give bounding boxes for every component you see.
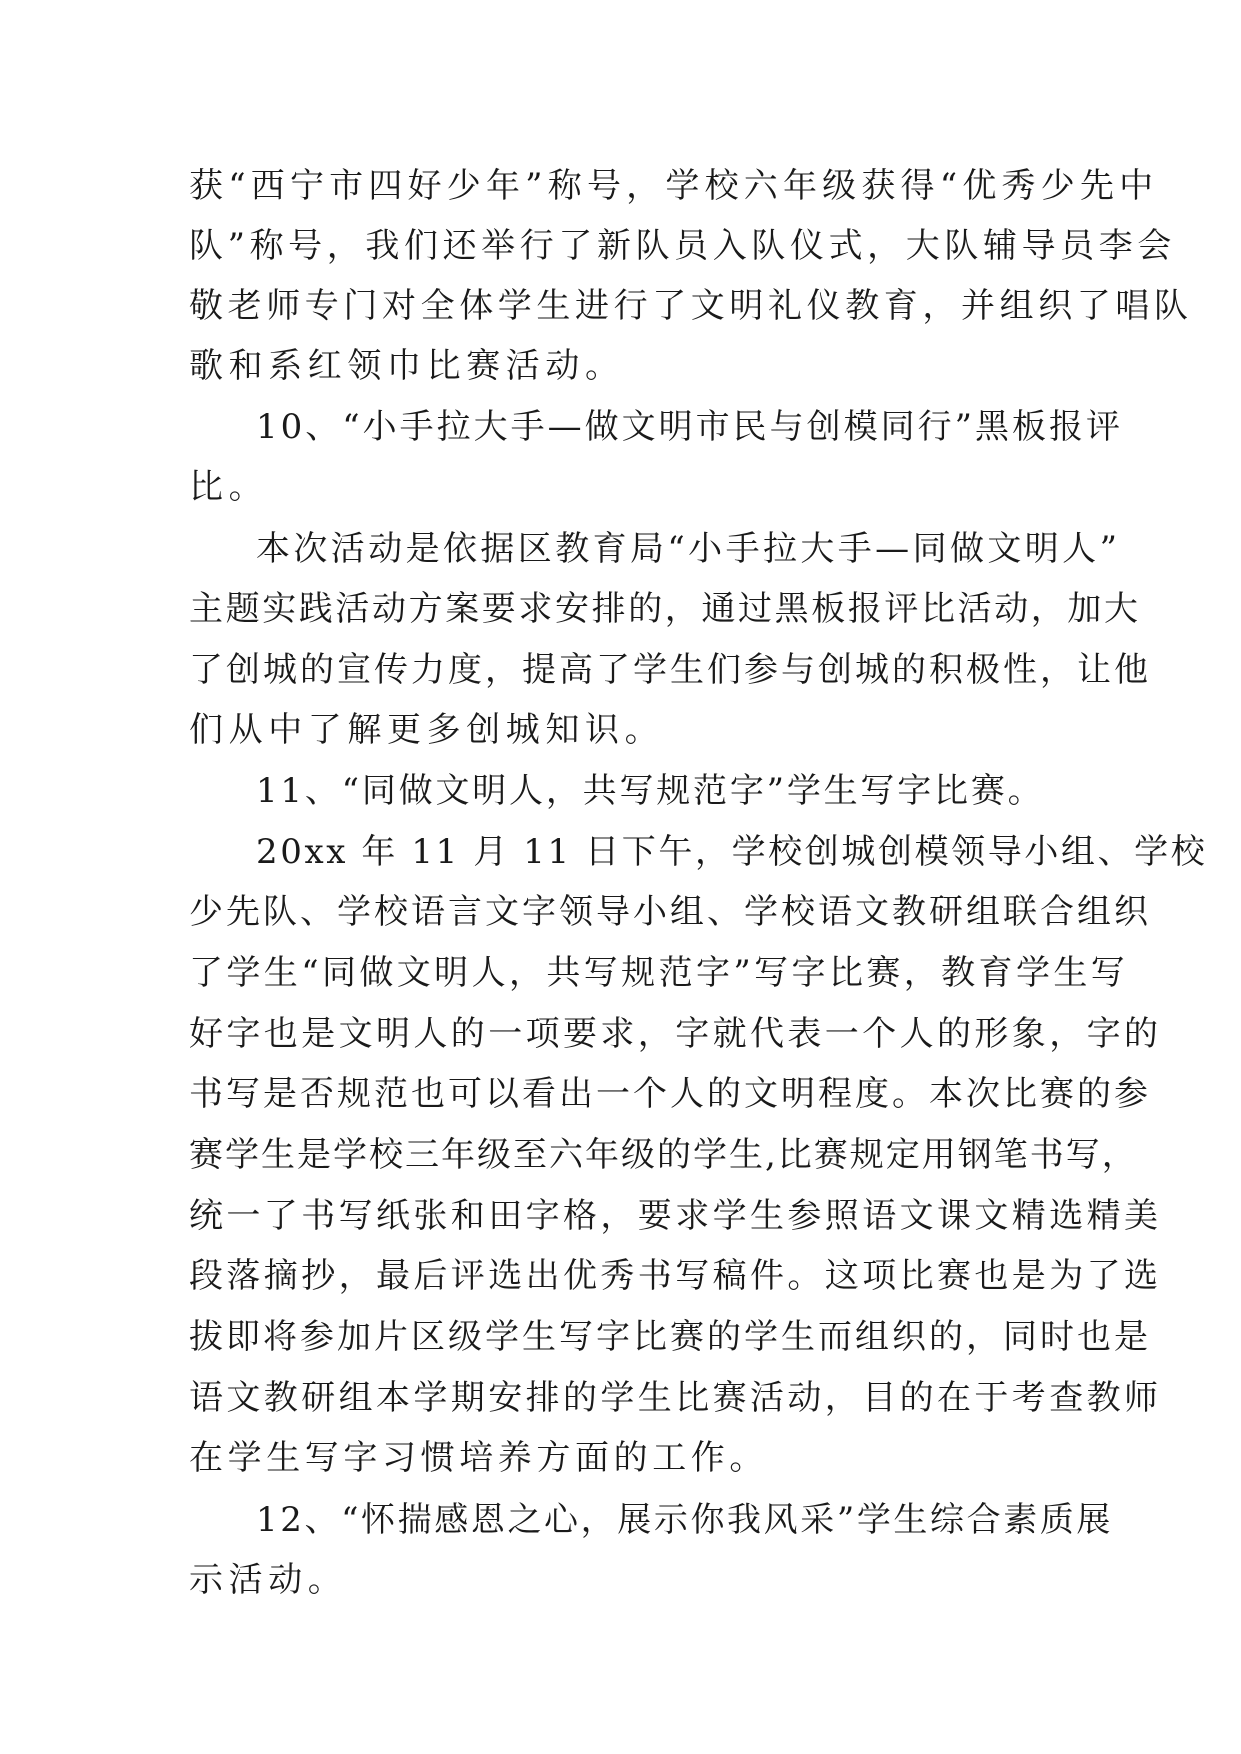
paragraph-line: 好字也是文明人的一项要求，字就代表一个人的形象，字的 [189,1014,1162,1054]
section-heading-11: 11、“同做文明人，共写规范字”学生写字比赛。 [256,771,1045,811]
paragraph-line: 赛学生是学校三年级至六年级的学生,比赛规定用钢笔书写， [189,1135,1138,1175]
paragraph-line: 获“西宁市四好少年”称号，学校六年级获得“优秀少先中 [189,166,1159,206]
paragraph-line: 20xx 年 11 月 11 日下午，学校创城创模领导小组、学校 [256,832,1208,872]
paragraph-line: 队”称号，我们还举行了新队员入队仪式，大队辅导员李会 [189,226,1176,266]
paragraph-line: 主题实践活动方案要求安排的，通过黑板报评比活动，加大 [189,589,1141,629]
section-heading-10: 10、“小手拉大手—做文明市民与创模同行”黑板报评 [256,407,1124,447]
paragraph-line: 语文教研组本学期安排的学生比赛活动，目的在于考查教师 [189,1378,1162,1418]
section-heading-12: 12、“怀揣感恩之心，展示你我风采”学生综合素质展 [256,1500,1114,1540]
paragraph-line: 段落摘抄，最后评选出优秀书写稿件。这项比赛也是为了选 [189,1256,1162,1296]
paragraph-line: 了学生“同做文明人，共写规范字”写字比赛，教育学生写 [189,953,1129,993]
paragraph-line: 统一了书写纸张和田字格，要求学生参照语文课文精选精美 [189,1196,1162,1236]
paragraph-line: 书写是否规范也可以看出一个人的文明程度。本次比赛的参 [189,1074,1151,1114]
paragraph-line: 拔即将参加片区级学生写字比赛的学生而组织的，同时也是 [189,1317,1151,1357]
paragraph-line: 们从中了解更多创城知识。 [189,710,665,750]
paragraph-line: 本次活动是依据区教育局“小手拉大手—同做文明人” [256,529,1121,569]
paragraph-line: 了创城的宣传力度，提高了学生们参与创城的积极性，让他 [189,650,1151,690]
section-heading-12-cont: 示活动。 [189,1560,348,1600]
paragraph-line: 在学生写字习惯培养方面的工作。 [189,1438,768,1478]
paragraph-line: 少先队、学校语言文字领导小组、学校语文教研组联合组织 [189,892,1151,932]
paragraph-line: 敬老师专门对全体学生进行了文明礼仪教育，并组织了唱队 [189,286,1193,326]
section-heading-10-cont: 比。 [189,467,269,507]
paragraph-line: 歌和系红领巾比赛活动。 [189,346,625,386]
